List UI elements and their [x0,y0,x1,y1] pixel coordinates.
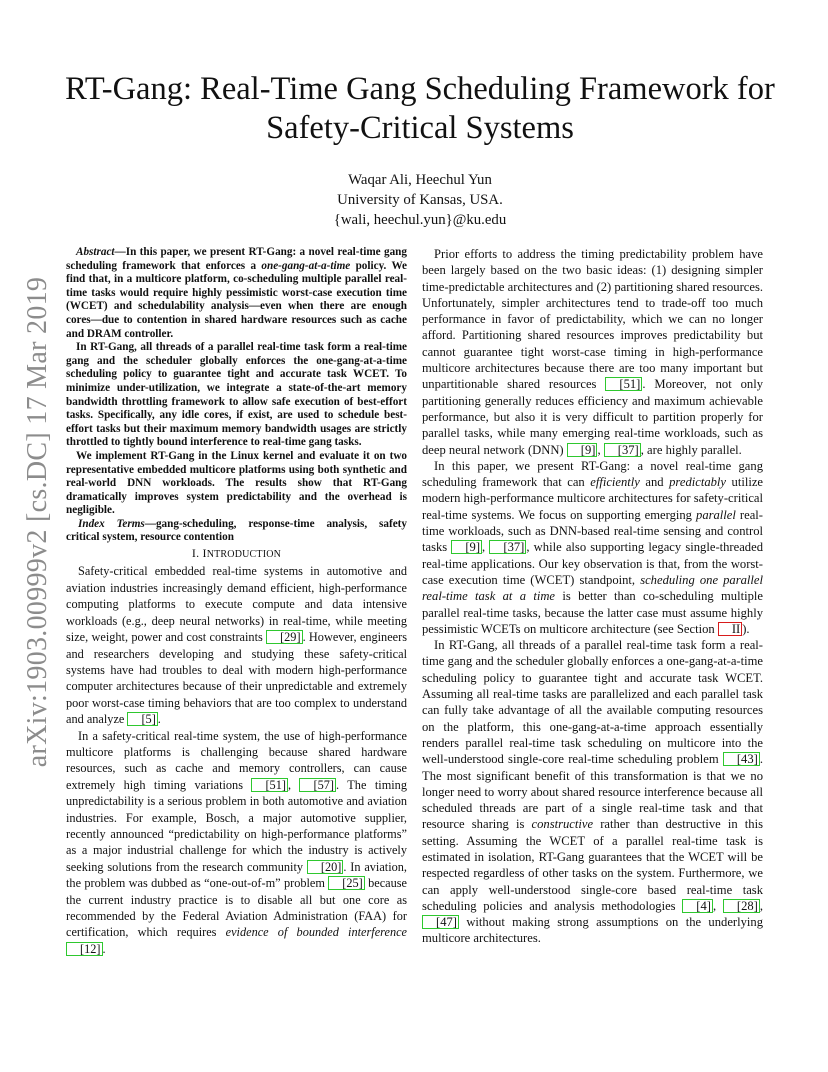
abstract-text: policy. We find that, in a multicore platform, co-scheduling multiple parallel real-time tasks would require highly pessimistic worst-case execution time (WCET) and schedulability analysis—even when there are enough cores—due to contention in shared hardware resources such as cache and DRAM controller. [66,259,407,340]
body-emphasis: predictably [669,475,727,490]
arxiv-stamp [18,276,58,768]
index-terms-text: —gang-scheduling, response-time analysis, safety critical system, resource contention [66,517,407,544]
intro-paragraph-1 [66,563,407,727]
body-emphasis: evidence of bounded interference [225,925,408,940]
left-column [66,246,407,957]
abstract-text: —In this paper, we present RT-Gang: a novel real-time gang scheduling framework that enforces a [66,246,407,272]
body-text: ). [742,621,750,636]
body-text: . [157,712,161,727]
abstract-emphasis: one-gang-at-a-time [261,259,351,272]
body-text: . Moreover, not only partitioning generally reduces efficiency and maximum achievable performance, but also it is very difficult to partition properly for parallel tasks, while many emerging real-time workloads, such as deep neural network (DNN) [422,377,763,457]
body-text: In RT-Gang, all threads of a parallel real-time task form a real-time gang and the scheduler globally enforces a one-gang-at-a-time scheduling policy to guarantee tight and accurate task WCET. Assuming all real-time tasks are parallelized and each parallel task can fully take advantage of all the available computing resources on the platform, this one-gang-at-a-time approach essentially renders parallel real-time task scheduling on multicore into the well-understood single-core real-time scheduling problem [422,638,763,767]
citation-link[interactable]: [25] [328,876,365,890]
citation-link[interactable]: [43] [723,752,760,766]
body-text: , [482,540,490,555]
body-text: , [712,898,723,913]
body-text: Prior efforts to address the timing predictability problem have been largely based on the two basic ideas: (1) designing simpler time-predictable architectures and (2) partitioning shared resources. Unfortunately, simpler architectures tend to trade-off too much performance in favor of predictability, which we can no longer afford. Partitioning shared resources improves predictability but cannot guarantee tight worst-case timing in high-performance multicore architectures because there are too many important but unpartitionable shared resources [422,247,763,392]
body-text: . The most significant benefit of this transformation is that we no longer need to worry about shared resource interference because all scheduled threads are part of a single real-time task and that resource sharing is [422,752,763,832]
abstract [66,246,407,518]
index-terms-label: Index Terms [78,517,145,530]
abstract-label: Abstract [76,246,115,258]
citation-link[interactable]: [12] [66,942,103,956]
body-text: utilize modern high-performance multicore architectures for safety-critical real-time systems. We focus on supporting emerging [422,475,764,522]
body-text: . [102,941,106,956]
intro-paragraph-4 [422,458,763,637]
citation-link[interactable]: [9] [451,540,482,554]
arxiv-stamp-text: arXiv:1903.00999v2 [cs.DC] 17 Mar 2019 [22,276,53,768]
author-affiliation: University of Kansas, USA. [337,192,503,208]
intro-paragraph-3 [422,246,763,458]
section-title-initial: I [202,546,207,561]
citation-link[interactable]: [57] [299,778,336,792]
section-number: I. [191,546,200,561]
body-text: Safety-critical embedded real-time systems in automotive and aviation industries increasingly demand efficient, high-performance computing platforms to execute compute and data intensive workloads (e.g., deep neural networks) in real-time, while meeting size, weight, power and cost constraints [66,564,407,645]
body-text: , [597,442,604,457]
body-text: real-time workloads, such as DNN-based real-time sensing and control tasks [422,507,764,555]
citation-link[interactable]: [28] [723,899,760,913]
author-names: Waqar Ali, Heechul Yun [348,172,492,188]
body-emphasis: scheduling one parallel real-time task at a time [422,572,764,604]
body-emphasis: constructive [531,817,594,832]
citation-link[interactable]: [9] [567,443,598,457]
body-text: , are highly parallel. [640,442,742,457]
body-text: . The timing unpredictability is a serious problem in both automotive and aviation industries. For example, Bosch, a major automotive supplier, recently announced “predictability on high-performance platforms” as a major industrial challenge for which the industry is actively seeking solutions from the research community [66,777,407,874]
abstract-paragraph-3: We implement RT-Gang in the Linux kernel and evaluate it on two representative embedded multicore platforms using both synthetic and real-world DNN workloads. The results show that RT-Gang dramatically improves system predictability and the overhead is negligible. [66,449,407,517]
abstract-paragraph-1 [66,246,407,341]
section-reference-link[interactable]: II [718,622,742,636]
citation-link[interactable]: [29] [266,630,303,644]
body-text: . However, engineers and researchers developing and studying these safety-critical systems have had troubles to deal with modern high-performance computer architectures because of their unpredictable and extremely poor worst-case timing behaviors that are too complex to understand and analyze [66,630,407,727]
citation-link[interactable]: [5] [127,712,157,726]
citation-link[interactable]: [20] [307,860,344,874]
intro-paragraph-5 [422,637,763,947]
author-block [60,170,780,230]
body-text: In a safety-critical real-time system, the use of high-performance multicore platforms is challenging because shared hardware resources, such as cache and memory controllers, can cause extremely high timing variations [66,728,407,792]
body-text: is better than co-scheduling multiple parallel real-time tasks, because the latter case must assume highly pessimistic WCETs on multicore architecture (see Section [422,589,763,636]
body-emphasis: efficiently [590,475,640,490]
body-text: without making strong assumptions on the underlying multicore architectures. [422,915,763,946]
body-text: because the current industry practice is to disable all but one core as recommended by the Federal Aviation Administration (FAA) for certification, which requires [66,876,407,940]
citation-link[interactable]: [47] [422,915,459,929]
intro-paragraph-2 [66,728,407,958]
body-text: . In aviation, the problem was dubbed as “one-out-of-m” problem [66,859,407,891]
body-emphasis: parallel [696,507,736,522]
citation-link[interactable]: [37] [489,540,526,554]
body-text: , [287,777,300,792]
author-email: {wali, heechul.yun}@ku.edu [333,212,507,228]
citation-link[interactable]: [4] [682,899,713,913]
abstract-paragraph-2: In RT-Gang, all threads of a parallel real-time task form a real-time gang and the scheduler globally enforces the one-gang-at-a-time scheduling policy to guarantee tight and accurate task WCET. To minimize under-utilization, we integrate a state-of-the-art memory bandwidth throttling framework to allow safe execution of best-effort tasks. Specifically, any idle cores, if exist, are used to schedule best-effort tasks but their maximum memory bandwidth usages are strictly throttled to tightly bound interference to real-time gang tasks. [66,341,407,449]
citation-link[interactable]: [51] [605,377,642,391]
section-title-rest: NTRODUCTION [206,549,282,561]
citation-link[interactable]: [37] [604,443,641,457]
right-column [422,246,763,947]
body-text: , [759,898,764,913]
body-text: and [639,475,670,490]
index-terms [66,518,407,545]
body-text: In this paper, we present RT-Gang: a novel real-time gang scheduling framework that can [422,458,763,490]
body-text: , while also supporting legacy single-threaded real-time applications. Our key observation is that, from the worst-case execution time (WCET) standpoint, [422,540,763,587]
citation-link[interactable]: [51] [251,778,288,792]
body-text: rather than destructive in this setting. Assuming the WCET of a parallel real-time task is estimated in isolation, RT-Gang guarantees that the WCET will be respected regardless of other tasks on the system. Furthermore, we can apply well-understood single-core based real-time task scheduling policies and analysis methodologies [422,817,764,913]
section-heading-introduction [66,545,407,563]
paper-title: RT-Gang: Real-Time Gang Scheduling Framework for Safety-Critical Systems [65,71,775,146]
